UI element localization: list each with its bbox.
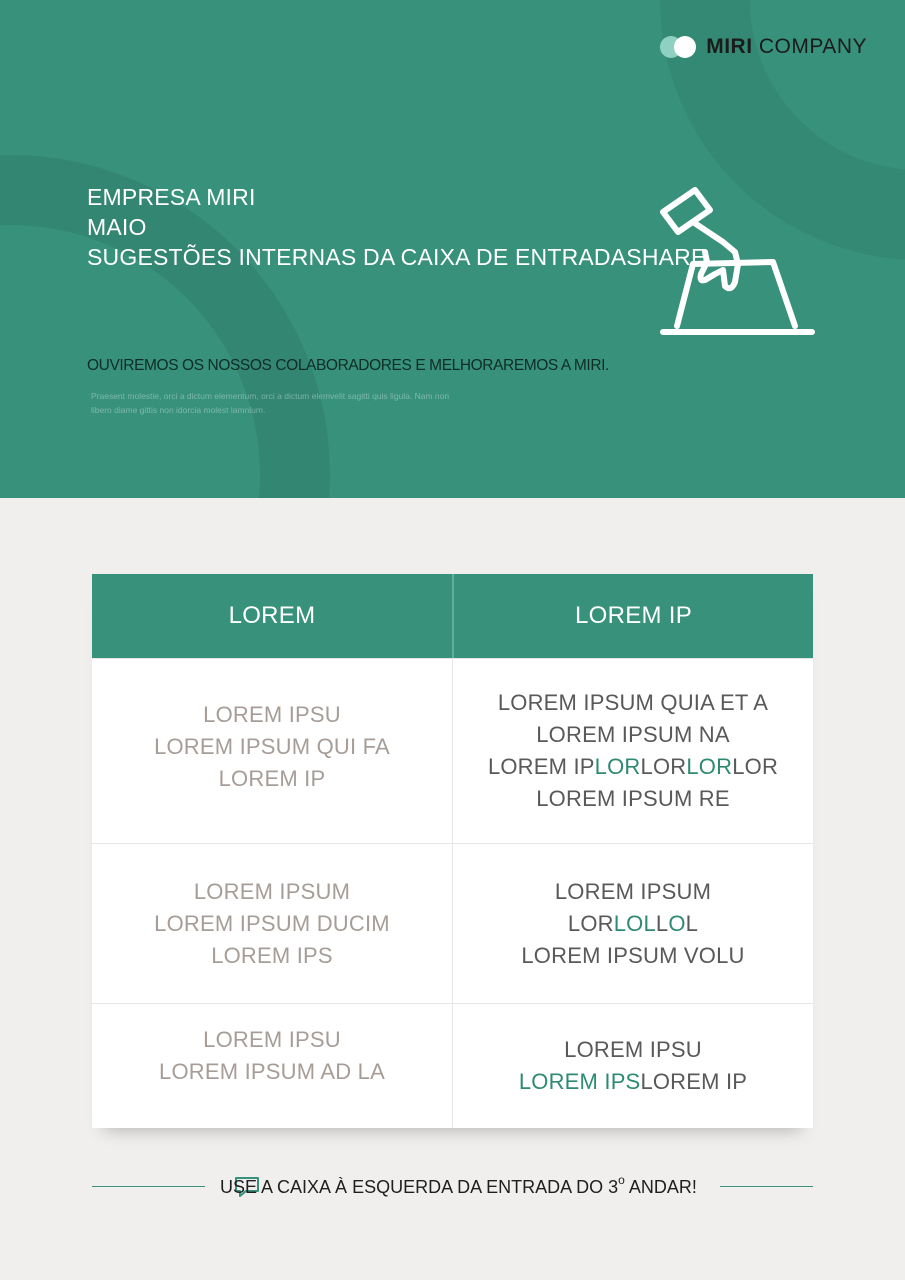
table-cell: LOREM IPSU LOREM IPSLOREM IP [452, 1004, 813, 1128]
title-line-company: EMPRESA MIRI [87, 184, 256, 210]
table-cell: LOREM IPSUM LOREM IPSUM DUCIM LOREM IPS [154, 878, 390, 968]
highlighted-text: LOR [686, 754, 733, 779]
title-line-month: MAIO [87, 214, 147, 240]
table-cell: LOREM IPSUM QUIA ET A LOREM IPSUM NA LOREM IPLORLORLORLOR LOREM IPSUM RE [452, 659, 813, 843]
hero-banner [0, 0, 905, 498]
cell-text: LOREM IP [487, 754, 595, 779]
cell-text: LOR [567, 910, 614, 936]
cell-text: LOR [732, 754, 779, 779]
table-row [92, 843, 813, 1003]
table-row [92, 658, 813, 843]
brand-name: MIRI COMPANY [706, 35, 867, 58]
highlighted-text: O [668, 910, 686, 936]
table-cell: LOREM IPSU LOREM IPSUM QUI FA LOREM IP [154, 702, 390, 791]
column-header: LOREM IP [452, 574, 813, 658]
footer-note [92, 1172, 813, 1202]
ballot-box-icon [655, 182, 820, 342]
brand-circles-icon [660, 35, 698, 59]
highlighted-text: LOL [613, 910, 656, 936]
lorem-text: Praesent molestie, orci a dictum elementum, orci a dictum elemvelit sagitti quis ligula. Nam non libero diame gittis non idorcia molest lamnlum. [91, 391, 450, 415]
column-header: LOREM [228, 602, 316, 629]
cell-text: L [685, 910, 699, 936]
divider [720, 1186, 813, 1187]
title-line-subject: SUGESTÕES INTERNAS DA CAIXA DE ENTRADASHARE [87, 244, 707, 270]
brand-logo [660, 34, 867, 60]
table-header [92, 574, 813, 658]
suggestions-table [92, 574, 813, 1128]
table-row [92, 1003, 813, 1128]
cell-text: LOREM IP [640, 1069, 748, 1094]
footer-text: USE A CAIXA À ESQUERDA DA ENTRADA DO 3$^o$ ANDAR! [220, 1173, 697, 1197]
divider [92, 1186, 205, 1187]
cell-text: L [655, 910, 669, 936]
highlighted-text: LOREM IPS [518, 1069, 641, 1094]
table-cell: LOREM IPSUM LORLOLLOL LOREM IPSUM VOLU [452, 844, 813, 1003]
tagline: OUVIREMOS OS NOSSOS COLABORADORES E MELHORAREMOS A MIRI. [87, 357, 609, 374]
highlighted-text: LOR [594, 754, 641, 779]
cell-text: LOR [640, 754, 687, 779]
page-title [87, 182, 707, 272]
table-cell: LOREM IPSU LOREM IPSUM AD LA [159, 1027, 385, 1084]
